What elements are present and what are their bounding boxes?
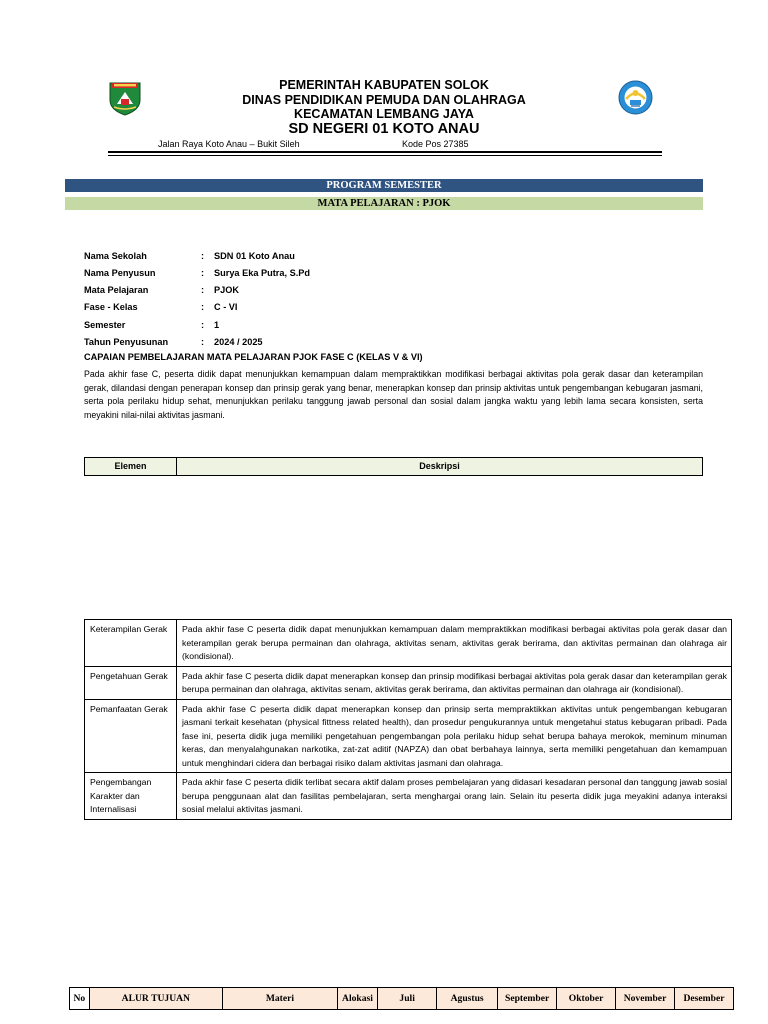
header-alur-tujuan: ALUR TUJUAN xyxy=(89,988,222,1010)
table-row xyxy=(85,773,732,820)
identity-separator: : xyxy=(201,251,205,261)
header-alokasi: Alokasi xyxy=(337,988,377,1010)
element-name: Pengetahuan Gerak xyxy=(85,666,177,699)
identity-label: Tahun Penyusunan xyxy=(84,337,169,347)
subject-banner: MATA PELAJARAN : PJOK xyxy=(65,197,703,210)
header-month-september: September xyxy=(498,988,557,1010)
letterhead-address: Jalan Raya Koto Anau – Bukit Sileh xyxy=(158,139,300,149)
letterhead-postal-code: Kode Pos 27385 xyxy=(402,139,469,149)
header-materi: Materi xyxy=(223,988,338,1010)
header-month-november: November xyxy=(616,988,675,1010)
header-month-oktober: Oktober xyxy=(557,988,616,1010)
letterhead-divider-thick xyxy=(108,151,662,153)
program-semester-banner: PROGRAM SEMESTER xyxy=(65,179,703,192)
identity-value: PJOK xyxy=(214,285,240,295)
identity-label: Nama Penyusun xyxy=(84,268,156,278)
element-description: Pada akhir fase C peserta didik dapat menerapkan konsep dan prinsip serta mempraktikkan aktivitas untuk pengembangan kebugaran jasmani terkait kesehatan (physical fittness related health), dan prosedur pengukurannya untuk mengetahui status kebugaran pribadi. Pada fase ini, peserta didik juga memiliki pengetahuan pengembangan pola perilaku hidup sehat berupa bahaya merokok, meminum minuman keras, dan menyalahgunakan narkotika, zat-zat aditif (NAPZA) dan obat berbahaya lainnya, serta memiliki pengetahuan dan kemampuan untuk menghindari cidera dan berbagai risiko dalam aktivitas jasmani dan olahraga. xyxy=(177,699,732,773)
letterhead-department: DINAS PENDIDIKAN PEMUDA DAN OLAHRAGA xyxy=(242,93,526,107)
letterhead-district: KECAMATAN LEMBANG JAYA xyxy=(294,107,474,121)
element-description-table xyxy=(84,619,732,820)
schedule-table-header xyxy=(69,987,734,1010)
header-month-desember: Desember xyxy=(675,988,734,1010)
identity-label: Nama Sekolah xyxy=(84,251,147,261)
identity-separator: : xyxy=(201,337,205,347)
letterhead-government: PEMERINTAH KABUPATEN SOLOK xyxy=(279,78,489,92)
table-row xyxy=(85,620,732,667)
identity-value: Surya Eka Putra, S.Pd xyxy=(214,268,310,278)
identity-separator: : xyxy=(201,268,205,278)
header-no: No xyxy=(70,988,90,1010)
element-name: Keterampilan Gerak xyxy=(85,620,177,667)
element-description: Pada akhir fase C peserta didik terlibat secara aktif dalam proses pembelajaran yang didasari kesadaran personal dan tanggung jawab sosial berupa penggunaan alat dan fasilitas pembelajaran, serta menghargai orang lain. Selain itu peserta didik juga meyakini adanya interaksi sosial melalui aktivitas jasmani. xyxy=(177,773,732,820)
capaian-paragraph: Pada akhir fase C, peserta didik dapat menunjukkan kemampuan dalam mempraktikkan modifikasi berbagai aktivitas pola gerak dasar dan keterampilan gerak, dilandasi dengan penerapan konsep dan prinsip gerak yang benar, menerapkan konsep dan prinsip aktivitas untuk pengembangan kebugaran jasmani, serta pola perilaku hidup sehat, menunjukkan perilaku tanggung jawab personal dan sosial dalam jangka waktu yang lebih lama secara konsisten, serta meyakini nilai-nilai aktivitas jasmani. xyxy=(84,369,703,421)
element-name: Pengembangan Karakter dan Internalisasi xyxy=(85,773,177,820)
identity-value: 2024 / 2025 xyxy=(214,337,263,347)
identity-label: Fase - Kelas xyxy=(84,302,138,312)
element-description: Pada akhir fase C peserta didik dapat menerapkan konsep dan prinsip modifikasi berbagai aktivitas pola gerak dasar dan keterampilan gerak berupa permainan dan olahraga, aktivitas senam, aktivitas gerak berirama, dan aktivitas permainan dan olahraga air (kondisional). xyxy=(177,666,732,699)
element-name: Pemanfaatan Gerak xyxy=(85,699,177,773)
table-row xyxy=(85,699,732,773)
element-column-header: Elemen xyxy=(85,458,177,475)
identity-label: Semester xyxy=(84,320,126,330)
header-month-juli: Juli xyxy=(378,988,437,1010)
identity-value: 1 xyxy=(214,320,220,330)
table-row xyxy=(85,666,732,699)
identity-separator: : xyxy=(201,285,205,295)
table-row xyxy=(70,988,734,1010)
identity-value: SDN 01 Koto Anau xyxy=(214,251,295,261)
letterhead-divider-thin xyxy=(108,155,662,156)
element-table-header xyxy=(84,457,703,476)
identity-value: C - VI xyxy=(214,302,238,312)
element-description: Pada akhir fase C peserta didik dapat menunjukkan kemampuan dalam mempraktikkan modifikasi berbagai aktivitas pola gerak dasar dan keterampilan gerak berupa permainan dan olahraga, aktivitas senam, aktivitas gerak berirama, dan aktivitas permainan dan olahraga air (kondisional). xyxy=(177,620,732,667)
header-month-agustus: Agustus xyxy=(437,988,498,1010)
identity-label: Mata Pelajaran xyxy=(84,285,149,295)
identity-separator: : xyxy=(201,302,205,312)
letterhead-school-name: SD NEGERI 01 KOTO ANAU xyxy=(288,121,480,137)
description-column-header: Deskripsi xyxy=(419,461,460,471)
capaian-title: CAPAIAN PEMBELAJARAN MATA PELAJARAN PJOK FASE C (KELAS V & VI) xyxy=(84,352,423,362)
identity-separator: : xyxy=(201,320,205,330)
